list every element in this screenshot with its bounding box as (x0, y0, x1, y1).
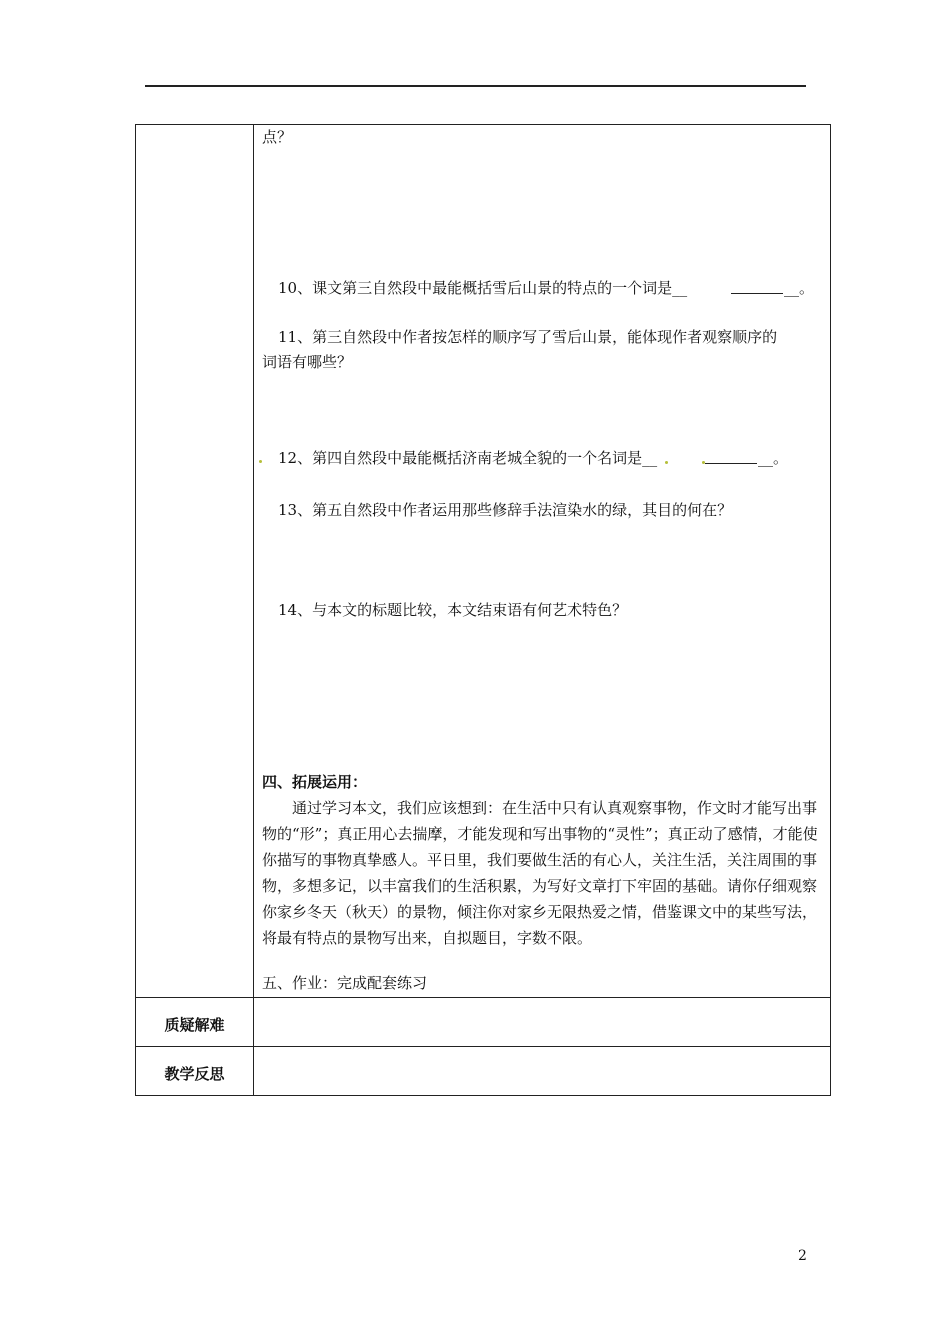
header-rule (145, 85, 806, 87)
mark-dot (665, 461, 668, 464)
question-11-line2: 词语有哪些？ (262, 353, 353, 371)
question-14: 14、与本文的标题比较，本文结束语有何艺术特色？ (278, 601, 628, 619)
question-10-end: __。 (784, 279, 815, 297)
reflection-label: 教学反思 (164, 1065, 225, 1083)
top-fragment: 点？ (262, 128, 293, 146)
mark-dot (259, 460, 262, 463)
question-10: 10、课文第三自然段中最能概括雪后山景的特点的一个词是__ (278, 279, 688, 297)
section-5: 五、作业：完成配套练习 (262, 974, 428, 992)
question-13: 13、第五自然段中作者运用那些修辞手法渲染水的绿，其目的何在？ (278, 501, 733, 519)
answer-blank-10[interactable] (731, 293, 783, 294)
section-4-body: 通过学习本文，我们应该想到：在生活中只有认真观察事物，作文时才能写出事物的“形”；真正用心去揣摩，才能发现和写出事物的“灵性”；真正动了感情，才能使你描写的事物真挚感人。平日里，我们要做生活的有心人，关注生活，关注周围的事物，多想多记，以丰富我们的生活积累，为写好文章打下牢固的基础。请你仔细观察你家乡冬天（秋天）的景物，倾注你对家乡无限热爱之情，借鉴课文中的某些写法，将最有特点的景物写出来，自拟题目，字数不限。 (262, 799, 818, 947)
reflection-cell[interactable] (254, 1047, 830, 1095)
page-number: 2 (798, 1248, 807, 1264)
answer-blank-12[interactable] (705, 463, 757, 464)
question-12-end: __。 (758, 449, 789, 467)
doubts-label: 质疑解难 (164, 1016, 225, 1034)
question-12: 12、第四自然段中最能概括济南老城全貌的一个名词是__ (278, 449, 658, 467)
column-divider (253, 125, 254, 1095)
question-11-line1: 11、第三自然段中作者按怎样的顺序写了雪后山景，能体现作者观察顺序的 (278, 328, 778, 346)
doubts-cell[interactable] (254, 998, 830, 1046)
section-4-heading: 四、拓展运用： (262, 773, 368, 791)
